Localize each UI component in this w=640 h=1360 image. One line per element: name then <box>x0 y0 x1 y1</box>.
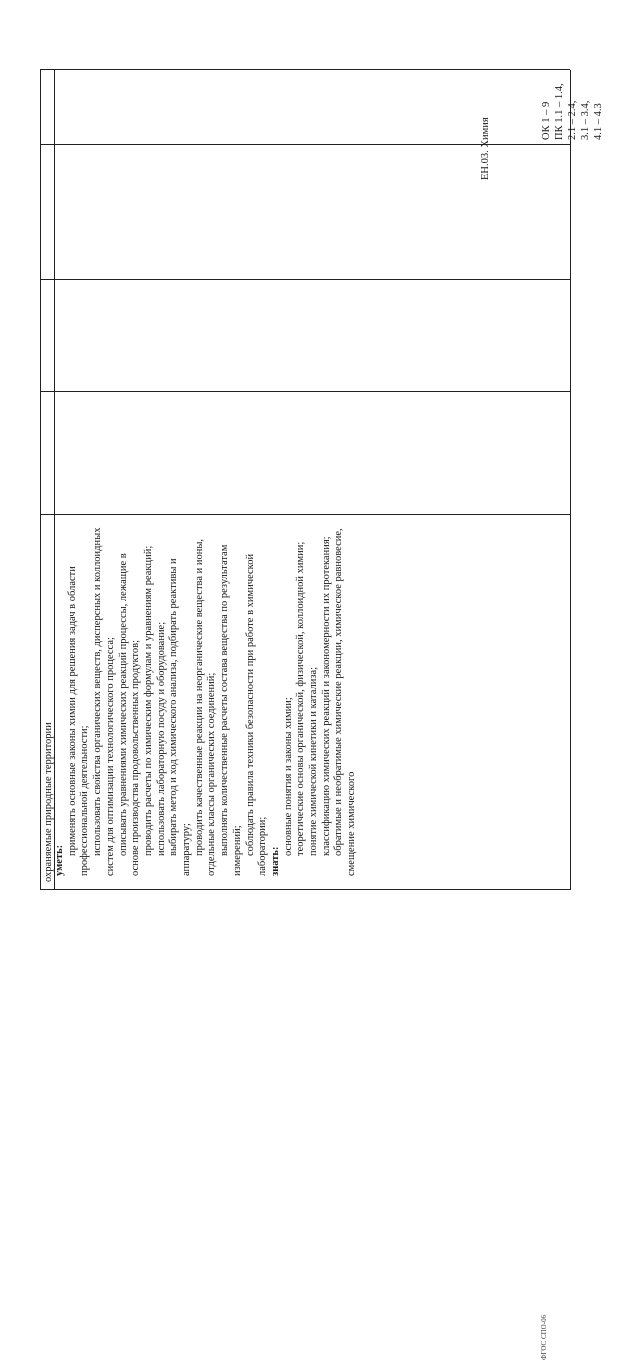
col-border <box>40 279 570 280</box>
col-border <box>40 391 570 392</box>
list-item: соблюдать правила техники безопасности при работе в химической лаборатории; <box>244 553 269 876</box>
list-item: проводить расчеты по химическим формулам и уравнениям реакций; <box>142 545 154 856</box>
curriculum-table <box>40 70 570 890</box>
list-item: использовать свойства органических веществ, дисперсных и коллоидных систем для оптимизации технологического процесса; <box>92 527 116 876</box>
list-item: основные понятия и законы химии; <box>282 697 294 856</box>
footer-code: ФГОС СПО-06 <box>540 1314 548 1360</box>
col-border <box>40 514 570 515</box>
competency-code: 4.1 – 4.3 <box>593 103 604 140</box>
col-border <box>40 69 570 70</box>
competency-code: 3.1 – 3.4, <box>580 100 591 140</box>
list-item: классификацию химических реакций и закономерности их протекания; <box>320 536 332 856</box>
rotated-page <box>40 70 604 1360</box>
section-heading: знать: <box>269 846 281 876</box>
discipline-name: ЕН.03. Химия <box>480 117 491 180</box>
skills-knowledge-cell <box>54 521 584 876</box>
competency-code: 2.1 – 2.4, <box>567 100 578 140</box>
list-item: обратимые и необратимые химические реакции, химическое равновесие, смещение химического <box>333 528 358 876</box>
list-item: выбирать метод и ход химического анализа, подбирать реактивы и аппаратуру; <box>168 558 193 876</box>
table-border-top <box>40 70 41 890</box>
list-item: выполнять количественные расчеты состава вещества по результатам измерений; <box>219 544 243 876</box>
list-item: проводить качественные реакции на неорганические вещества и ионы, отдельные классы органических соединений; <box>193 538 218 876</box>
competency-code: ПК 1.1 – 1.4, <box>554 83 565 140</box>
list-item: описывать уравнениями химических реакций процессы, лежащие в основе производства продовольственных продуктов; <box>117 553 142 876</box>
section-heading: уметь: <box>54 844 65 876</box>
list-item: применять основные законы химии для решения задач в области профессиональной деятельности; <box>66 566 91 876</box>
previous-row-text: охраняемые природные территории <box>43 722 54 882</box>
list-item: использовать лабораторную посуду и оборудование; <box>155 621 167 856</box>
list-item: понятие химической кинетики и катализа; <box>308 666 320 856</box>
col-border <box>40 889 570 890</box>
competency-code: ОК 1 – 9 <box>541 101 552 140</box>
competencies-cell <box>540 70 605 140</box>
list-item: теоретические основы органической, физической, коллоидной химии; <box>295 541 307 856</box>
